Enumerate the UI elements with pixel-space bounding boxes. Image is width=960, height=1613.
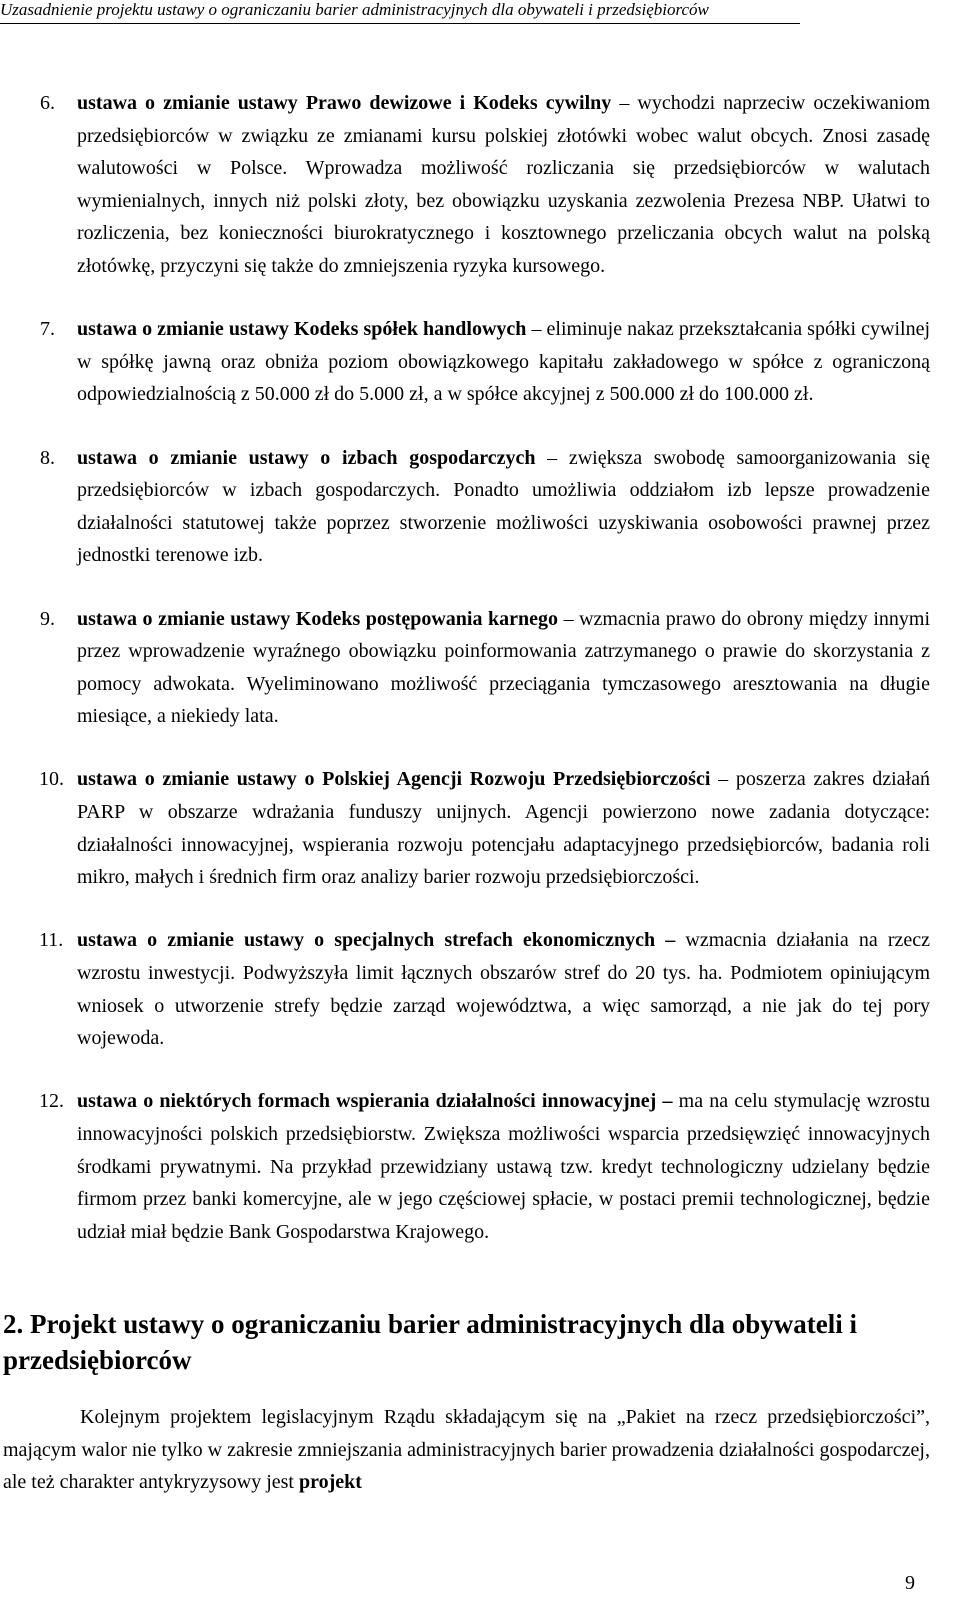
running-header: Uzasadnienie projektu ustawy o ograniczaniu barier administracyjnych dla obywateli i przedsiębiorców <box>0 0 800 24</box>
amendment-list <box>40 87 930 1279</box>
act-description: – poszerza zakres działań PARP w obszarze wdrażania funduszy unijnych. Agencji powierzono nowe zadania dotyczące: działalności innowacyjnej, wspierania rozwoju potencjału adaptacyjnego przedsiębiorców, badania roli mikro, małych i średnich firm oraz analizy barier rozwoju przedsiębiorczości. <box>77 768 930 889</box>
act-description: – wzmacnia prawo do obrony między innymi przez wprowadzenie wyraźnego obowiązku poinformowania zatrzymanego o prawie do skorzystania z pomocy adwokata. Wyeliminowano możliwość przeciągania tymczasowego aresztowania na długie miesiące, a niekiedy lata. <box>77 607 931 728</box>
act-name: ustawa o zmianie ustawy o izbach gospodarczych <box>77 446 536 469</box>
list-item <box>40 763 930 893</box>
section-heading: 2. Projekt ustawy o ograniczaniu barier administracyjnych dla obywateli i przedsiębiorców <box>3 1309 857 1375</box>
act-name: ustawa o zmianie ustawy o specjalnych strefach ekonomicznych – <box>77 929 676 952</box>
act-description: – wychodzi naprzeciw oczekiwaniom przedsiębiorców w związku ze zmianami kursu polskiej złotówki wobec walut obcych. Znosi zasadę walutowości w Polsce. Wprowadza możliwość rozliczania się przedsiębiorców w walutach wymienialnych, innych niż polski złoty, bez obowiązku uzyskania zezwolenia Prezesa NBP. Ułatwi to rozliczenia, bez konieczności biurokratycznego i kosztownego przeliczania obcych walut na polską złotówkę, przyczyni się także do zmniejszenia ryzyka kursowego. <box>77 92 930 277</box>
section-paragraph <box>3 1401 930 1499</box>
list-item <box>40 603 930 733</box>
item-number: 8. <box>40 446 55 469</box>
item-number: 7. <box>40 318 55 341</box>
item-number: 10. <box>39 768 64 791</box>
act-description: wzmacnia działania na rzecz wzrostu inwestycji. Podwyższyła limit łącznych obszarów stref do 20 tys. ha. Podmiotem opiniującym wniosek o utworzenie strefy będzie zarząd województwa, a więc samorząd, a nie jak do tej pory wojewoda. <box>77 929 930 1050</box>
act-name: ustawa o zmianie ustawy Kodeks spółek handlowych <box>77 318 527 341</box>
list-item <box>40 87 930 283</box>
item-number: 12. <box>39 1090 64 1113</box>
act-description: – zwiększa swobodę samoorganizowania się przedsiębiorców w izbach gospodarczych. Ponadto umożliwia oddziałom izb lepsze prowadzenie działalności statutowej także poprzez stworzenie możliwości uzyskiwania osobowości prawnej przez jednostki terenowe izb. <box>77 446 930 567</box>
act-name: ustawa o zmianie ustawy Kodeks postępowania karnego <box>77 607 559 630</box>
item-number: 11. <box>39 929 64 952</box>
act-name: ustawa o zmianie ustawy o Polskiej Agencji Rozwoju Przedsiębiorczości <box>77 768 711 791</box>
act-name: ustawa o niektórych formach wspierania działalności innowacyjnej – <box>77 1090 673 1113</box>
paragraph-text: Kolejnym projektem legislacyjnym Rządu składającym się na „Pakiet na rzecz przedsiębiorczości”, mającym walor nie tylko w zakresie zmniejszania administracyjnych barier prowadzenia działalności gospodarczej, ale też charakter antykryzysowy jest <box>3 1406 930 1494</box>
act-description: ma na celu stymulację wzrostu innowacyjności polskich przedsiębiorstw. Zwiększa możliwości wsparcia przedsięwzięć innowacyjnych środkami prywatnymi. Na przykład przewidziany ustawą tzw. kredyt technologiczny udzielany będzie firmom przez banki komercyjne, ale w jego częściowej spłacie, w postaci premii technologicznej, będzie udział miał będzie Bank Gospodarstwa Krajowego. <box>77 1090 930 1243</box>
list-item <box>40 1085 930 1248</box>
list-item <box>40 442 930 572</box>
list-item <box>40 924 930 1054</box>
item-number: 9. <box>40 607 55 630</box>
item-number: 6. <box>40 92 55 114</box>
act-description: – eliminuje nakaz przekształcania spółki cywilnej w spółkę jawną oraz obniża poziom obowiązkowego kapitału zakładowego w spółce z ograniczoną odpowiedzialnością z 50.000 zł do 5.000 zł, a w spółce akcyjnej z 500.000 zł do 100.000 zł. <box>77 318 930 406</box>
act-name: ustawa o zmianie ustawy Prawo dewizowe i Kodeks cywilny <box>77 92 612 114</box>
page-number: 9 <box>905 1572 915 1594</box>
list-item <box>40 313 930 411</box>
paragraph-bold-tail: projekt <box>298 1471 362 1494</box>
